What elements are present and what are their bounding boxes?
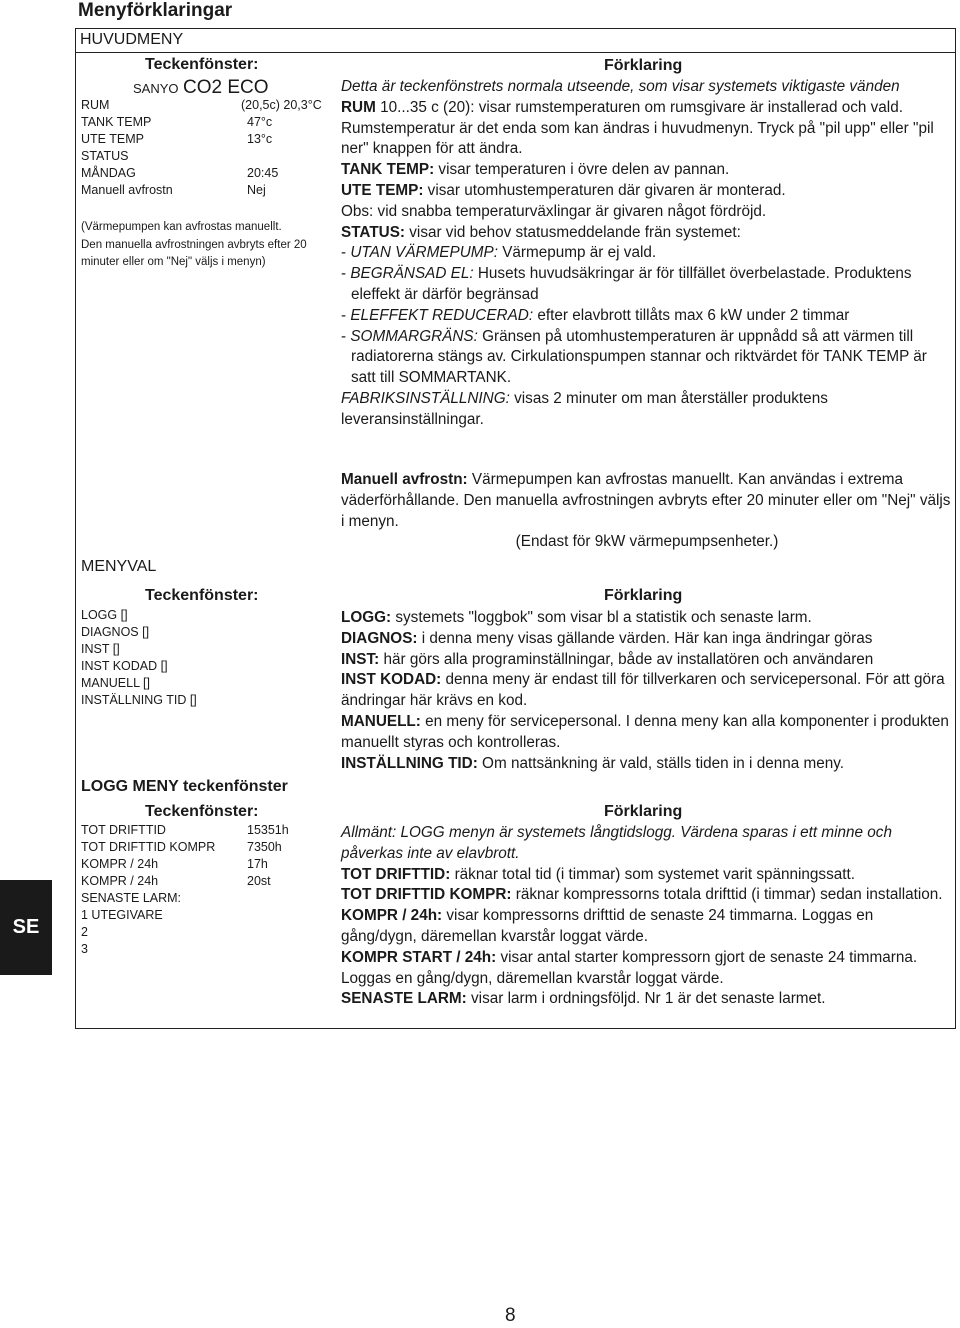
huvudmeny-display-rows: RUM (20,5c) 20,3°C TANK TEMP 47°c UTE TEMP 13°c STATUS MÅNDAG 20:45 Manuell avfrostn Nej	[81, 98, 322, 197]
menyval-items	[81, 607, 197, 709]
menyval-explanation-title: Förklaring	[604, 587, 683, 604]
huvudmeny-explanation: Detta är teckenfönstrets normala utseende, som visar systemets viktigaste vänden RUM 10...35 c (20): visar rumstemperaturen om rumsgivare är installerad och vald. Rumstemperatur är det enda som kan ändras i huvudmenyn. Tryck på "pil upp" eller "pil ner" knappen för att ändra. TANK TEMP: visar temperaturen i övre delen av pannan. UTE TEMP: visar utomhustemperaturen där givaren är monterad. Obs: vid snabba temperaturväxlingar är givaren något fördröjd. STATUS: visar vid behov statusmeddelande frän systemet: - UTAN VÄRMEPUMP: Värmepump är ej vald. - BEGRÄNSAD EL: Husets huvudsäkringar är för tillfället överbelastade. Produktens eleffekt är därför begränsad - ELEFFEKT REDUCERAD: efter elavbrott tillåts max 6 kW under 2 timmar - SOMMARGRÄNS: Gränsen på utomhustemperaturen är uppnådd så att värmen till radiatorerna stängs av. Cirkulationspumpen stannar och riktvärdet för TANK TEMP är satt till SOMMARTANK. FABRIKSINSTÄLLNING: visas 2 minuter om man återställer produktens leveransinställningar.	[341, 77, 953, 431]
fabrik-line: FABRIKSINSTÄLLNING: visas 2 minuter om man återställer produktens leveransinställningar.	[341, 389, 828, 428]
explanation-line: UTE TEMP: visar utomhustemperaturen där givaren är monterad.	[341, 181, 786, 199]
explanation-line: INST KODAD: denna meny är endast till för tillverkaren och servicepersonal. För att göra ändringar här krävs en kod.	[341, 671, 945, 710]
explanation-line: INSTÄLLNING TID: Om nattsänkning är vald, ställs tiden in i denna meny.	[341, 754, 844, 772]
menyval-title: MENYVAL	[81, 558, 157, 575]
logg-title: LOGG MENY teckenfönster	[81, 778, 288, 795]
huvudmeny-explanation-title: Förklaring	[604, 57, 683, 74]
page-title: Menyförklaringar	[78, 0, 233, 21]
header-divider	[75, 52, 956, 53]
logg-explanation-title: Förklaring	[604, 803, 683, 820]
logg-display-rows: TOT DRIFTTID 15351h TOT DRIFTTID KOMPR 7350h KOMPR / 24h 17h KOMPR / 24h 20st	[81, 823, 289, 888]
explanation-line: STATUS: visar vid behov statusmeddelande frän systemet:	[341, 223, 741, 241]
explanation-line: RUM 10...35 c (20): visar rumstemperaturen om rumsgivare är installerad och vald. Rumstemperatur är det enda som kan ändras i huvudmenyn. Tryck på "pil upp" eller "pil ner" knappen för att ändra.	[341, 98, 934, 158]
explanation-line: DIAGNOS: i denna meny visas gällande värden. Här kan inga ändringar göras	[341, 629, 873, 647]
logg-explanation: Allmänt: LOGG menyn är systemets långtidslogg. Värdena sparas i ett minne och påverkas inte av elavbrott. TOT DRIFTTID: räknar total tid (i timmar) som systemet varit spänningssatt. TOT DRIFTTID KOMPR: räknar kompressorns totala drifttid (i timmar) sedan installation. KOMPR / 24h: visar kompressorns drifttid de senaste 24 timmarna. Loggas en gång/dygn, däremellan kvarstår loggat värde. KOMPR START / 24h: visar antal starter kompressorn gjort de senaste 24 timmarna. Loggas en gång/dygn, däremellan kvarstår loggat värde. SENASTE LARM: visar larm i ordningsföljd. Nr 1 är det senaste larmet.	[341, 823, 953, 1010]
logg-windows-title: Teckenfönster:	[145, 803, 259, 820]
explanation-line: KOMPR START / 24h: visar antal starter kompressorn gjort de senaste 24 timmarna. Loggas en gång/dygn, däremellan kvarstår loggat värde.	[341, 948, 918, 987]
language-tab: SE	[0, 880, 52, 975]
explanation-line: LOGG: systemets "loggbok" som visar bl a statistik och senaste larm.	[341, 609, 812, 626]
explanation-line: TOT DRIFTTID: räknar total tid (i timmar) som systemet varit spänningssatt.	[341, 865, 855, 883]
alarm-item: 1 UTEGIVARE	[81, 908, 163, 922]
huvudmeny-title: HUVUDMENY	[80, 31, 184, 48]
explanation-line: Obs: vid snabba temperaturväxlingar är givaren något fördröjd.	[341, 202, 767, 220]
status-item: - UTAN VÄRMEPUMP: Värmepump är ej vald.	[341, 244, 657, 262]
status-item: - ELEFFEKT REDUCERAD: efter elavbrott tillåts max 6 kW under 2 timmar	[341, 306, 850, 324]
huvudmeny-windows-title: Teckenfönster:	[145, 56, 259, 73]
explanation-line: INST: här görs alla programinställningar, både av installatören och användaren	[341, 650, 874, 668]
explanation-line: SENASTE LARM: visar larm i ordningsföljd. Nr 1 är det senaste larmet.	[341, 990, 826, 1008]
brand-display	[133, 77, 269, 99]
alarm-item: 3	[81, 942, 88, 956]
page-number: 8	[505, 1305, 516, 1326]
explanation-line: MANUELL: en meny för servicepersonal. I denna meny kan alla komponenter i produkten manuellt styras och kontrolleras.	[341, 712, 949, 751]
brand-large: CO2 ECO	[182, 77, 269, 98]
menu-item: MANUELL []	[81, 676, 151, 690]
status-item: - SOMMARGRÄNS: Gränsen på utomhustemperaturen är uppnådd så att värmen till radiatorerna stängs av. Cirkulationspumpen stannar och riktvärdet för TANK TEMP är satt till SOMMARTANK.	[341, 327, 927, 387]
explanation-line: TANK TEMP: visar temperaturen i övre delen av pannan.	[341, 161, 730, 179]
logg-alarms	[81, 890, 181, 958]
menyval-explanation	[341, 608, 953, 774]
explanation-line: TOT DRIFTTID KOMPR: räknar kompressorns totala drifttid (i timmar) sedan installation.	[341, 886, 943, 904]
menu-item: INSTÄLLNING TID []	[81, 693, 197, 707]
menu-item: INST []	[81, 642, 120, 656]
explanation-line: KOMPR / 24h: visar kompressorns drifttid de senaste 24 timmarna. Loggas en gång/dygn, däremellan kvarstår loggat värde.	[341, 907, 874, 945]
huvudmeny-note: (Värmepumpen kan avfrostas manuellt. Den manuella avfrostningen avbryts efter 20 minuter eller om "Nej" väljs i menyn)	[81, 221, 307, 268]
menu-item: DIAGNOS []	[81, 625, 150, 639]
status-item: - BEGRÄNSAD EL: Husets huvudsäkringar är för tillfället överbelastade. Produktens eleffekt är därför begränsad	[341, 265, 912, 303]
manuell-explanation: Manuell avfrostn: Värmepumpen kan avfrostas manuellt. Kan användas i extrema väderförhållande. Den manuella avfrostningen avbryts efter 20 minuter eller om "Nej" väljs i menyn. (Endast för 9kW värmepumpsenheter.)	[341, 471, 951, 551]
alarms-title: SENASTE LARM:	[81, 891, 182, 905]
menu-item: LOGG []	[81, 608, 128, 622]
brand-small: SANYO	[133, 81, 179, 96]
menu-item: INST KODAD []	[81, 659, 168, 673]
alarm-item: 2	[81, 925, 88, 939]
menyval-windows-title: Teckenfönster:	[145, 587, 259, 604]
